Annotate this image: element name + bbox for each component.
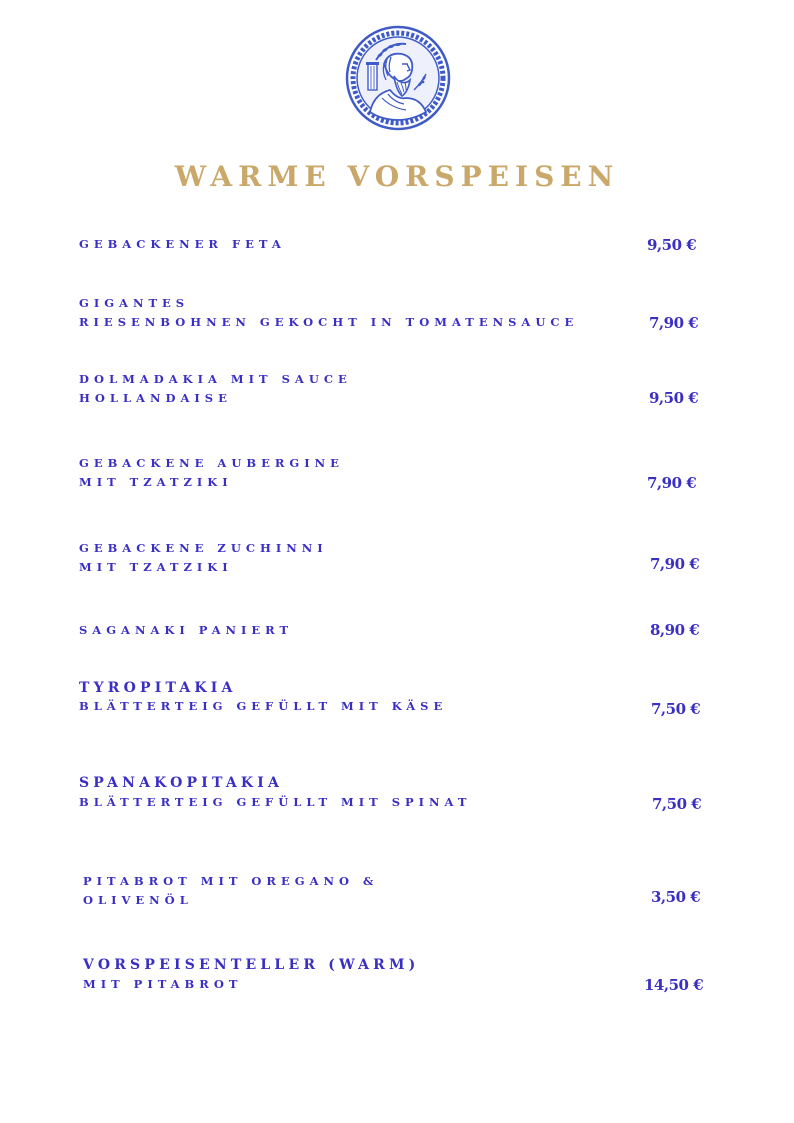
menu-item-price: 8,90 € — [650, 621, 700, 639]
menu-item-name: GEBACKENER FETA — [79, 237, 286, 251]
menu-item-name: TYROPITAKIA — [79, 680, 237, 696]
menu-item-name: VORSPEISENTELLER (WARM) — [83, 957, 420, 973]
menu-item-price: 7,90 € — [649, 314, 699, 332]
menu-item-name: GEBACKENE AUBERGINE — [79, 456, 344, 470]
menu-item-price: 9,50 € — [649, 389, 699, 407]
menu-item-description: OLIVENÖL — [83, 893, 193, 907]
menu-item-description: RIESENBOHNEN GEKOCHT IN TOMATENSAUCE — [79, 315, 579, 329]
menu-item-price: 7,90 € — [647, 474, 697, 492]
greek-god-bust-medallion-icon — [344, 24, 452, 132]
menu-item-price: 3,50 € — [651, 888, 701, 906]
menu-item-description: MIT PITABROT — [83, 977, 243, 991]
menu-item-price: 7,50 € — [652, 795, 702, 813]
menu-item-name: GIGANTES — [79, 296, 190, 310]
menu-item-price: 7,50 € — [651, 700, 701, 718]
menu-item-description: BLÄTTERTEIG GEFÜLLT MIT SPINAT — [79, 795, 472, 809]
menu-item-name: DOLMADAKIA MIT SAUCE — [79, 372, 352, 386]
menu-item-name: SPANAKOPITAKIA — [79, 775, 284, 791]
menu-item-description: MIT TZATZIKI — [79, 475, 233, 489]
menu-item-name: PITABROT MIT OREGANO & — [83, 874, 379, 888]
menu-item-price: 9,50 € — [647, 236, 697, 254]
menu-item-price: 7,90 € — [650, 555, 700, 573]
menu-item-price: 14,50 € — [644, 976, 704, 994]
menu-item-name: GEBACKENE ZUCHINNI — [79, 541, 328, 555]
menu-item-name: SAGANAKI PANIERT — [79, 623, 294, 637]
menu-item-description: HOLLANDAISE — [79, 391, 232, 405]
menu-item-description: MIT TZATZIKI — [79, 560, 233, 574]
page-title: WARME VORSPEISEN — [174, 160, 620, 193]
menu-item-description: BLÄTTERTEIG GEFÜLLT MIT KÄSE — [79, 699, 448, 713]
